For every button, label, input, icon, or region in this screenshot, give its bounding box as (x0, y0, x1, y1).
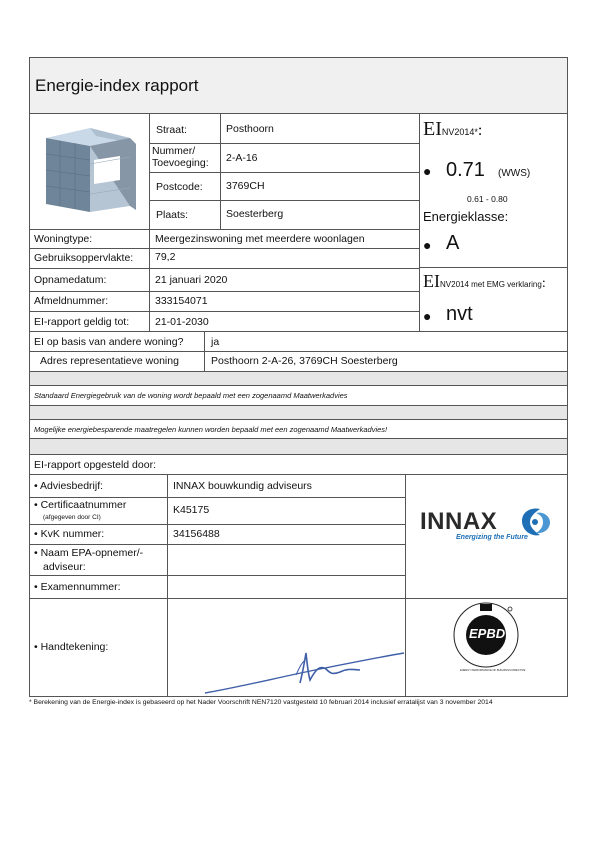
label-opnamedatum: Opnamedatum: (34, 274, 107, 286)
value-afmeldnummer: 333154071 (155, 295, 208, 307)
label-geldig-tot: EI-rapport geldig tot: (34, 316, 130, 328)
opsteller-heading: EI-rapport opgesteld door: (34, 459, 156, 471)
label-straat: Straat: (156, 124, 187, 136)
value-nummer: 2-A-16 (226, 152, 258, 164)
value-adviesbedrijf: INNAX bouwkundig adviseurs (173, 480, 312, 492)
label-plaats: Plaats: (156, 209, 189, 221)
page-title: Energie-index rapport (35, 76, 199, 95)
value-representatieve-woning: Posthoorn 2-A-26, 3769CH Soesterberg (211, 355, 398, 367)
ei-heading: EINV2014*: (423, 118, 483, 140)
label-nummer: Nummer/ Toevoeging: (152, 145, 209, 169)
ei-unit: (WWS) (498, 168, 531, 179)
value-straat: Posthoorn (226, 123, 274, 135)
ei-emg-value: nvt (446, 303, 473, 325)
label-naam-epa-1: • Naam EPA-opnemer/- (34, 547, 144, 559)
klasse-bullet: ● (423, 237, 432, 253)
label-postcode: Postcode: (156, 181, 203, 193)
label-adviesbedrijf: • Adviesbedrijf: (34, 480, 104, 492)
ei-value: 0.71 (446, 159, 485, 181)
energieklasse-label: Energieklasse: (423, 209, 509, 224)
epbd-ring-text: ENERGY PERFORMANCE OF BUILDINGS DIRECTIVE (460, 669, 526, 672)
note-maatregelen: Mogelijke energiebesparende maatregelen kunnen worden bepaald met een zogenaamd Maatwerkadvies! (34, 425, 388, 434)
ei-emg-heading: EINV2014 met EMG verklaring: (423, 271, 546, 291)
label-representatieve-woning: Adres representatieve woning (40, 355, 179, 367)
value-opnamedatum: 21 januari 2020 (155, 274, 228, 286)
signature (200, 625, 405, 695)
innax-logo-text: INNAX (420, 508, 498, 535)
label-naam-epa-2: adviseur: (43, 561, 86, 573)
innax-tagline: Energizing the Future (456, 534, 528, 541)
value-kvk: 34156488 (173, 528, 220, 540)
label-gebruiksoppervlakte: Gebruiksoppervlakte: (34, 252, 134, 264)
label-woningtype: Woningtype: (34, 233, 93, 245)
note-standaard: Standaard Energiegebruik van de woning wordt bepaald met een zogenaamd Maatwerkadvies (34, 391, 348, 400)
value-gebruiksoppervlakte: 79,2 (155, 251, 176, 263)
footnote: * Berekening van de Energie-index is gebaseerd op het Nader Voorschrift NEN7120 vastgesteld 10 februari 2014 inclusief erratalijst van 3 november 2014 (29, 699, 493, 706)
value-andere-woning: ja (211, 336, 220, 348)
emg-bullet: ● (423, 308, 432, 324)
value-certificaatnummer: K45175 (173, 504, 210, 516)
label-andere-woning: EI op basis van andere woning? (34, 336, 184, 348)
label-certificaatnummer: • Certificaatnummer (34, 499, 127, 511)
label-kvk: • KvK nummer: (34, 528, 105, 540)
label-examennummer: • Examennummer: (34, 581, 121, 593)
building-illustration (40, 124, 138, 218)
epbd-logo-text: EPBD (469, 626, 506, 641)
ei-bullet: ● (423, 163, 432, 179)
value-plaats: Soesterberg (226, 208, 284, 220)
label-afmeldnummer: Afmeldnummer: (34, 295, 109, 307)
value-postcode: 3769CH (226, 180, 265, 192)
value-woningtype: Meergezinswoning met meerdere woonlagen (155, 233, 365, 245)
label-certificaat-sub: (afgegeven door CI) (43, 514, 101, 521)
value-geldig-tot: 21-01-2030 (155, 316, 209, 328)
energieklasse-value: A (446, 232, 460, 254)
label-handtekening: • Handtekening: (34, 641, 109, 653)
ei-range: 0.61 - 0.80 (467, 194, 508, 204)
